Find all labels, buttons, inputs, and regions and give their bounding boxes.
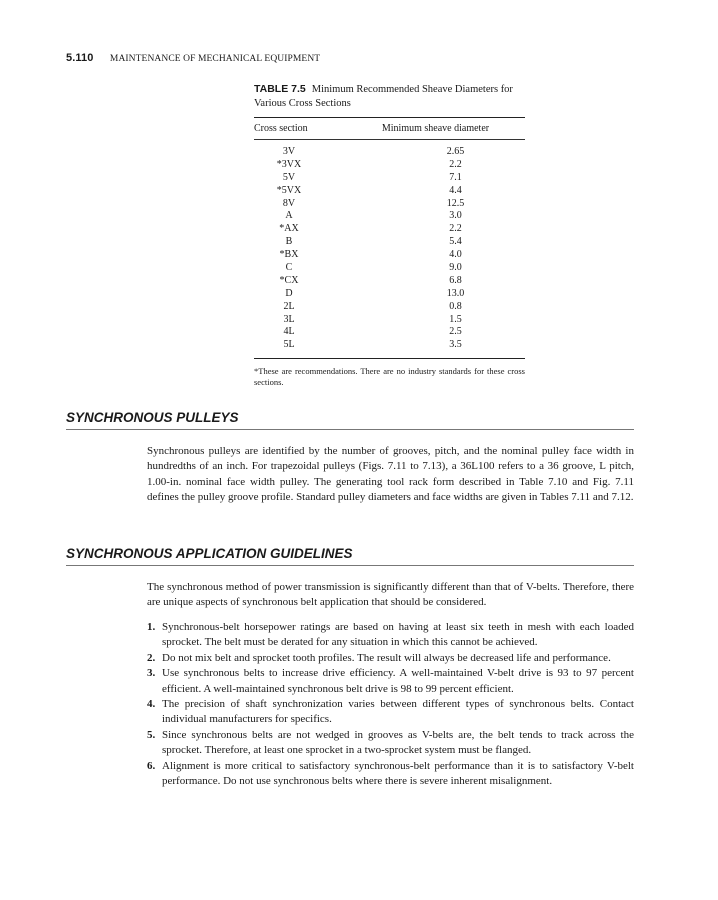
cross-section-cell: 3V xyxy=(282,146,296,157)
table-row xyxy=(254,314,525,327)
cross-section-cell: *3VX xyxy=(276,158,302,170)
table-row xyxy=(254,301,525,314)
table-row xyxy=(254,172,525,185)
list-item-number: 3. xyxy=(147,667,156,680)
cross-section-cell: 5V xyxy=(282,171,296,183)
section-title-pulleys: SYNCHRONOUS PULLEYS xyxy=(66,410,634,430)
table-row xyxy=(254,275,525,288)
table-label: TABLE 7.5 xyxy=(254,83,306,95)
diameter-cell: 6.8 xyxy=(449,274,462,286)
list-item-number: 5. xyxy=(147,728,156,741)
cross-section-cell: A xyxy=(285,210,293,222)
table-body xyxy=(254,140,525,358)
cross-section-cell: *5VX xyxy=(276,184,302,196)
cross-section-cell: 2L xyxy=(283,300,295,312)
diameter-cell: 2.65 xyxy=(446,146,465,157)
cross-section-cell: *BX xyxy=(279,249,299,261)
list-item-number: 1. xyxy=(147,621,156,633)
table-row xyxy=(254,288,525,301)
table-row xyxy=(254,198,525,211)
diameter-cell: 12.5 xyxy=(446,197,465,209)
cross-section-cell: *CX xyxy=(279,274,299,286)
cross-section-cell: 8V xyxy=(282,197,296,209)
diameter-cell: 3.0 xyxy=(449,210,462,222)
list-item-text: Alignment is more critical to satisfactory synchronous-belt performance than it is to satisfactory V-belt performance. Do not use synchronous belts where there is severe inherent misalignment. xyxy=(162,759,634,788)
sheave-table xyxy=(254,82,525,388)
diameter-cell: 4.4 xyxy=(449,184,462,196)
list-item-text: The precision of shaft synchronization varies between different types of synchronous belts. Contact individual manufacturers for specifics. xyxy=(162,698,634,726)
running-header xyxy=(66,52,320,64)
diameter-cell: 13.0 xyxy=(446,287,465,299)
table-caption-text: Minimum Recommended Sheave Diameters for Various Cross Sections xyxy=(254,84,513,109)
table-row xyxy=(254,262,525,275)
table-top-rule xyxy=(254,117,525,118)
list-item xyxy=(147,697,634,728)
cross-section-cell: 3L xyxy=(283,313,295,325)
diameter-cell: 1.5 xyxy=(449,313,462,325)
cross-section-cell: C xyxy=(285,262,293,274)
list-item xyxy=(147,620,634,651)
diameter-cell: 0.8 xyxy=(449,300,462,312)
table-row xyxy=(254,339,525,352)
diameter-cell: 4.0 xyxy=(449,249,462,261)
guidelines-list xyxy=(147,620,634,789)
list-item-text: Synchronous-belt horsepower ratings are based on having at least six teeth in mesh with each loaded sprocket. The belt must be derated for any situation in which this cannot be achieved. xyxy=(162,621,634,649)
cross-section-cell: B xyxy=(285,236,293,248)
diameter-cell: 7.1 xyxy=(449,171,462,183)
section-title-guidelines: SYNCHRONOUS APPLICATION GUIDELINES xyxy=(66,546,634,566)
diameter-cell: 3.5 xyxy=(449,339,462,351)
cross-section-cell: 4L xyxy=(283,326,295,338)
guidelines-intro: The synchronous method of power transmission is significantly different than that of V-belts. Therefore, there are unique aspects of synchronous belt application that should be considered. xyxy=(147,581,634,609)
running-title: MAINTENANCE OF MECHANICAL EQUIPMENT xyxy=(109,54,321,64)
column-header-min-diameter: Minimum sheave diameter xyxy=(381,123,490,134)
table-row xyxy=(254,326,525,339)
list-item-text: Since synchronous belts are not wedged in grooves as V-belts are, the belt tends to track across the sprocket. Therefore, at least one sprocket in a two-sprocket system must be flanged. xyxy=(162,728,634,757)
table-row xyxy=(254,210,525,223)
diameter-cell: 5.4 xyxy=(449,236,462,248)
cross-section-cell: *AX xyxy=(279,223,299,235)
table-row xyxy=(254,223,525,236)
cross-section-cell: 5L xyxy=(283,339,295,351)
list-item-number: 6. xyxy=(147,759,156,772)
list-item xyxy=(147,651,634,666)
table-row xyxy=(254,236,525,249)
column-header-cross-section: Cross section xyxy=(254,123,308,134)
list-item xyxy=(147,666,634,697)
table-header-row xyxy=(254,121,525,136)
cross-section-cell: D xyxy=(285,287,293,299)
list-item-text: Use synchronous belts to increase drive efficiency. A well-maintained V-belt drive is 93 to 97 percent efficient. A well-maintained synchronous belt drive is 98 to 99 percent efficient. xyxy=(162,667,634,695)
table-row xyxy=(254,249,525,262)
list-item xyxy=(147,759,634,790)
list-item xyxy=(147,728,634,759)
list-item-text: Do not mix belt and sprocket tooth profiles. The result will always be decreased life and performance. xyxy=(162,651,611,664)
list-item-number: 4. xyxy=(147,698,156,711)
pulleys-paragraph: Synchronous pulleys are identified by the number of grooves, pitch, and the nominal pulley face width in hundredths of an inch. For trapezoidal pulleys (Figs. 7.11 to 7.13), a 36L100 refers to a 36 groove, L pitch, 1.00-in. nominal face width pulley. The generating tool rack form described in Table 7.10 and Fig. 7.11 defines the pulley groove profile. Standard pulley diameters and face widths are given in Tables 7.11 and 7.12. xyxy=(147,445,634,504)
list-item-number: 2. xyxy=(147,651,156,664)
diameter-cell: 2.2 xyxy=(449,158,462,170)
diameter-cell: 9.0 xyxy=(449,262,462,274)
table-bottom-rule xyxy=(254,358,525,359)
page-number: 5.110 xyxy=(66,52,94,64)
table-caption xyxy=(254,82,525,111)
diameter-cell: 2.5 xyxy=(449,326,462,338)
table-row xyxy=(254,159,525,172)
table-footnote: *These are recommendations. There are no industry standards for these cross sections. xyxy=(254,366,525,388)
diameter-cell: 2.2 xyxy=(449,223,462,235)
table-row xyxy=(254,146,525,159)
table-row xyxy=(254,185,525,198)
